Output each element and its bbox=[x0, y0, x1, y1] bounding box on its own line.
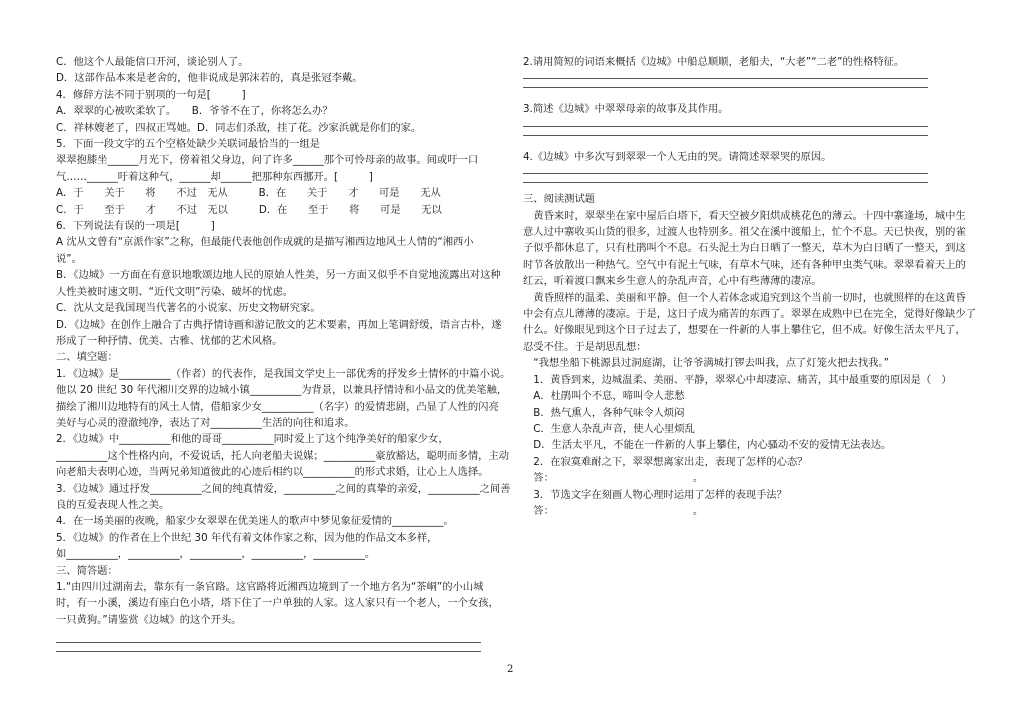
text-line: 1．黄昏到来，边城温柔、美丽、平静，翠翠心中却凄凉、痛苦，其中最重要的原因是（ ） bbox=[523, 373, 952, 386]
text-line: 2．《边城》中__________和他的哥哥__________同时爱上了这个纯净美好的船家少女， bbox=[56, 433, 449, 446]
text-line: 6．下列说法有误的一项是[ ] bbox=[56, 220, 215, 233]
section-heading: 三、阅读测试题 bbox=[523, 193, 596, 206]
answer-line bbox=[523, 182, 928, 183]
text-line: 1.“由四川过湖南去，靠东有一条官路。这官路将近湘西边境到了一个地方名为“茶峒”的小山城 bbox=[56, 581, 484, 593]
text-line: 子似乎都休息了，只有杜鹃叫个不息。石头泥土为白日晒了一整天，草木为白日晒了一整天，到这 bbox=[523, 242, 966, 255]
text-line: 美好与心灵的澄澈纯净，表达了对__________生活的向往和追求。 bbox=[56, 416, 355, 429]
text-line: 气……______吁着这种气，______却______把那种东西挪开。[ ] bbox=[56, 170, 373, 183]
text-line: C．于 至于 才 不过 无以 D．在 至于 将 可是 无以 bbox=[56, 203, 442, 216]
left-column bbox=[56, 54, 511, 655]
text-line: 什么。好像眼见到这个日子过去了，想要在一件新的人事上攀住它，但不成。好像生活太平凡了， bbox=[523, 324, 966, 337]
text-line: C．祥林嫂老了，四叔正骂她。D．同志们杀敌，挂了花。沙家浜就是你们的家。 bbox=[56, 121, 422, 134]
text-line: 说”。 bbox=[56, 252, 82, 265]
text-line: 良的互爱表现人性之美。 bbox=[56, 498, 170, 511]
text-line: C．生意人杂乱声音，使人心里烦乱 bbox=[523, 422, 695, 435]
text-line: C．他这个人最能信口开河，谈论别人了。 bbox=[56, 56, 249, 68]
answer-line bbox=[523, 126, 928, 127]
text-line: 时节各放散出一种热气。空气中有泥土气味，有草木气味，还有各种甲虫类气味。翠翠看着天上的 bbox=[523, 258, 966, 271]
text-line: D．《边城》在创作上融合了古典抒情诗画和游记散文的艺术要素，再加上笔调舒缓，语言古朴，遂 bbox=[56, 318, 502, 331]
question-3: 3.简述《边城》中翠翠母亲的故事及其作用。 bbox=[523, 103, 729, 116]
text-line: C．沈从文是我国现当代著名的小说家、历史文物研究家。 bbox=[56, 302, 321, 315]
text-line: A．翠翠的心被吹柔软了。 B．爷爷不在了，你将怎么办？ bbox=[56, 105, 333, 118]
text-line: B．热气熏人，各种气味令人烦闷 bbox=[523, 406, 685, 419]
text-line: 他以 20 世纪 30 年代湘川交界的边城小镇__________为背景，以兼具抒情诗和小品文的优美笔触， bbox=[56, 384, 508, 397]
text-line: A．于 关于 将 不过 无从 B．在 关于 才 可是 无从 bbox=[56, 187, 441, 200]
text-line: 时，有一小溪，溪边有座白色小塔，塔下住了一户单独的人家。这人家只有一个老人，一个女孩， bbox=[56, 597, 499, 610]
text-line: “我想坐船下桃源县过洞庭湖，让爷爷满城打锣去叫我，点了灯笼火把去找我。” bbox=[523, 357, 889, 370]
answer-line bbox=[523, 135, 928, 136]
text-line: 如__________，__________，__________，__________，__________。 bbox=[56, 548, 376, 561]
text-line: 向老船夫表明心迹，当两兄弟知道彼此的心迹后相约以__________的形式求婚，让心上人选择。 bbox=[56, 466, 489, 479]
text-line: B．《边城》一方面在有意识地歌颂边地人民的原始人性美，另一方面又似乎不自觉地流露出对这种 bbox=[56, 269, 501, 282]
text-line: 1．《边城》是__________（作者）的代表作，是我国文学史上一部优秀的抒发乡土情怀的中篇小说。 bbox=[56, 367, 511, 380]
answer-line bbox=[523, 87, 928, 88]
text-line: 红云，听着渡口飘来乡生意人的杂乱声音，心中有些薄薄的凄凉。 bbox=[523, 275, 822, 288]
answer-line bbox=[523, 173, 928, 174]
text-line: 忍受不住。于是胡思乱想： bbox=[523, 340, 647, 353]
text-line: A．杜鹃叫个不息，啼叫令人悲愁 bbox=[523, 390, 685, 403]
text-line: 描绘了湘川边地特有的风土人情，借船家少女__________（名字）的爱情悲剧，凸显了人性的闪亮 bbox=[56, 400, 499, 413]
text-line: A 沈从文曾有“京派作家”之称，但最能代表他创作成就的是描写湘西边地风土人情的“湘西小 bbox=[56, 236, 474, 249]
text-line: 意人过中寨收买山货的很多，过渡人也特别多。祖父在溪中渡船上，忙个不息。天已快夜，别的雀 bbox=[523, 226, 966, 239]
answer-blank: 答： 。 bbox=[523, 472, 704, 485]
answer-line bbox=[56, 642, 481, 643]
answer-line bbox=[523, 78, 928, 79]
question-4: 4.《边城》中多次写到翠翠一个人无由的哭。请简述翠翠哭的原因。 bbox=[523, 150, 832, 163]
text-line: 3．《边城》通过抒发__________之间的纯真情爱，__________之间的真挚的亲爱，__________之间善 bbox=[56, 482, 511, 495]
question-item: 3．节选文字在刻画人物心理时运用了怎样的表现手法？ bbox=[523, 488, 787, 501]
text-line: 4．修辞方法不同于别项的一句是[ ] bbox=[56, 88, 246, 101]
text-line: 5．《边城》的作者在上个世纪 30 年代有着文体作家之称，因为他的作品文本多样， bbox=[56, 531, 438, 544]
text-line: 形成了一种抒情、优美、古雅、忧郁的艺术风格。 bbox=[56, 334, 283, 347]
text-line: 二、填空题： bbox=[56, 351, 118, 364]
question-2: 2.请用简短的词语来概括《边城》中船总顺顺，老船夫，“大老”“二老”的性格特征。 bbox=[523, 56, 905, 68]
text-line: 2．在寂寞难耐之下，翠翠想离家出走，表现了怎样的心态？ bbox=[523, 455, 808, 468]
right-column bbox=[523, 54, 977, 519]
text-line: 5．下面一段文字的五个空格处缺少关联词最恰当的一组是 bbox=[56, 138, 320, 151]
text-line: 翠翠抱膝坐______月光下，傍着祖父身边，问了许多______那个可怜母亲的故事。间或吁一口 bbox=[56, 154, 479, 167]
text-line: 黄昏来时，翠翠坐在家中屋后白塔下，看天空被夕阳烘成桃花色的薄云。十四中寨逢场，城中生 bbox=[523, 209, 966, 222]
text-line: 一只黄狗。”请鉴赏《边城》的这个开头。 bbox=[56, 613, 242, 626]
text-line: 4．在一场美丽的夜晚，船家少女翠翠在优美迷人的歌声中梦见象征爱情的__________。 bbox=[56, 515, 454, 528]
text-line: 人性美被时速文明、“近代文明”污染、破坏的忧虑。 bbox=[56, 285, 294, 298]
text-line: 三、简答题： bbox=[56, 564, 118, 577]
text-line: D．这部作品本来是老舍的，他非说成是郭沫若的，真是张冠李戴。 bbox=[56, 72, 363, 85]
text-line: D．生活太平凡，不能在一件新的人事上攀住，内心骚动不安的爱情无法表达。 bbox=[523, 439, 892, 452]
answer-line bbox=[56, 651, 481, 652]
answer-blank: 答： 。 bbox=[523, 504, 704, 517]
text-line: 中会有点儿薄薄的凄凉。于是，这日子成为痛苦的东西了。翠翠在成熟中已在完全，觉得好像缺少了 bbox=[523, 308, 977, 321]
text-line: __________这个性格内向，不爱说话，托人向老船夫说媒；__________豪放豁达，聪明而多情，主动 bbox=[56, 449, 510, 462]
text-line: 黄昏照样的温柔、美丽和平静。但一个人若体念或追究到这个当前一切时，也就照样的在这黄昏 bbox=[523, 291, 966, 304]
page-number: 2 bbox=[507, 664, 514, 675]
